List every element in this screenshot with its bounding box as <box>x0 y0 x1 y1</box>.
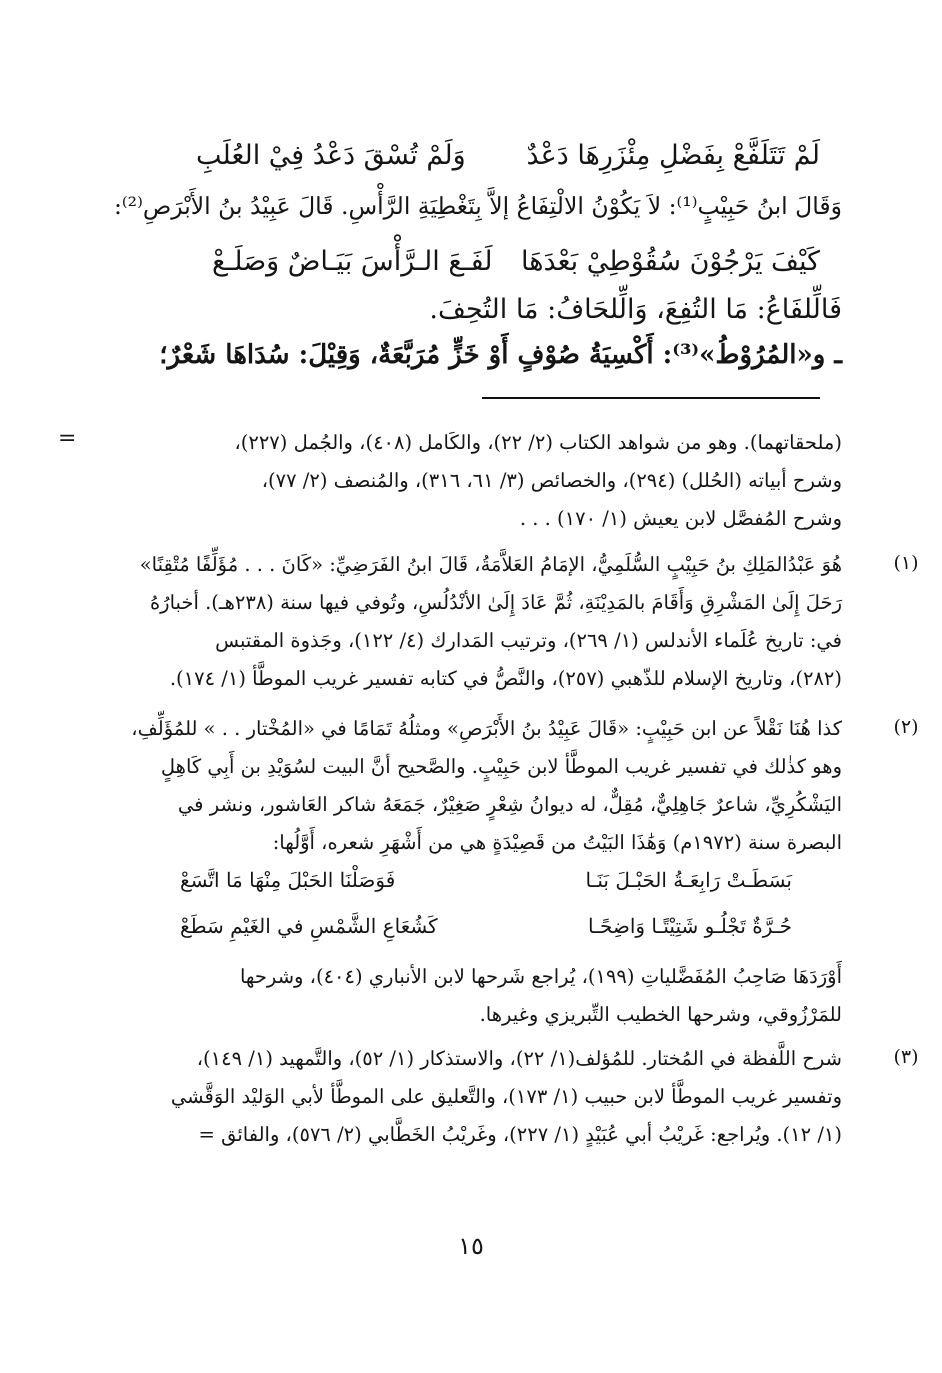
footnote-3 <box>108 1040 842 1154</box>
footnote-2 <box>108 710 842 862</box>
footnote-2-verse-a <box>180 868 792 892</box>
main-line-3: ـ و«المُرُوْطُ»⁽³⁾: أَكْسِيَةُ صُوْفٍ أَوْ خَزٍّ مُرَبَّعَةٌ، وَقِيْلَ: سُدَاهَا شَعْرٌ؛ <box>159 340 842 370</box>
continuation-mark: = <box>58 426 77 451</box>
verse-1-hemistich-b: وَلَمْ تُسْقَ دَعْدُ فِيْ العُلَبِ <box>196 140 466 171</box>
verse-hemistich: حُـرَّةٌ تَجْلُـو شَتِيْتًـا وَاضِحًـا <box>588 914 792 938</box>
footnote-line: وهو كذٰلك في تفسير غريب الموطَّأ لابن حَبِيْبٍ. والصَّحيح أنَّ البيت لسُوَيْدِ بن أَبِي كَاهِلٍ <box>160 755 842 778</box>
footnote-line: وشرح أبياته (الحُلل) (٢٩٤)، والخصائص (٣/ ٦١، ٣١٦)، والمُنصف (٢/ ٧٧)، <box>261 469 842 492</box>
footnote-2-number: (٢) <box>893 716 919 738</box>
verse-hemistich: فَوَصَلْنَا الحَبْلَ مِنْهَا مَا اتَّسَعْ <box>180 868 396 892</box>
footnote-line: (١/ ١٢). ويُراجع: غَريْبُ أبي عُبَيْدٍ (١/ ٢٢٧)، وغَريْبُ الخَطَّابي (٢/ ٥٧٦)، والفائق = <box>198 1123 842 1146</box>
footnote-3-number: (٣) <box>893 1046 919 1068</box>
main-line-2: فَالِّلفَاعُ: مَا التُفِعَ، وَالِّلحَافُ: مَا التُحِفَ. <box>429 294 842 325</box>
footnote-line: اليَشْكُرِيِّ، شاعرٌ جَاهِلِيٌّ، مُقِلٌّ، له ديوانُ شِعْرٍ صَغِيْرٌ، جَمَعَهُ شاكر العَاشور، ونشر في <box>177 793 842 816</box>
footnote-line: كذا هُنَا نَقْلاً عن ابن حَبِيْبٍ: «قَالَ عَبِيْدُ بنُ الأَبْرَصِ» ومثلُهُ تَمَامًا في «المُخْتار . . » للمُؤَلِّفِ، <box>131 717 842 740</box>
footnote-separator <box>482 397 820 399</box>
verse-2 <box>212 246 820 277</box>
footnote-line: في: تاريخ عُلَماء الأندلس (١/ ٢٦٩)، وترتيب المَدارك (٤/ ١٢٢)، وجَذوة المقتبس <box>215 629 842 652</box>
verse-hemistich: بَسَطَـتْ رَابِعَـةُ الحَبْـلَ بَنَـا <box>585 868 792 892</box>
footnote-line: وشرح المُفصَّل لابن يعيش (١/ ١٧٠) . . . <box>519 507 842 530</box>
footnote-2-after <box>108 958 842 1034</box>
footnote-line: شرح اللَّفظة في المُختار. للمُؤلف(١/ ٢٢)، والاستذكار (١/ ٥٢)، والتَّمهيد (١/ ١٤٩)، <box>196 1047 842 1070</box>
footnote-continuation <box>108 424 842 538</box>
footnote-line: هُوَ عَبْدُالمَلِكِ بنُ حَبِيْبٍ السُّلَمِيُّ، الإمَامُ العَلاَّمَةُ، قَالَ ابنُ الفَرَضِيِّ: «كَانَ . . . مُؤَلِّفًا مُتْقِنًا» <box>139 553 842 576</box>
footnote-line: (ملحقاتهما). وهو من شواهد الكتاب (٢/ ٢٢)، والكَامل (٤٠٨)، والجُمل (٢٢٧)، <box>234 431 842 454</box>
verse-1-hemistich-a: لَمْ تَتَلَفَّعْ بِفَضْلِ مِئْزَرِهَا دَعْدٌ <box>526 140 820 171</box>
verse-2-hemistich-a: كَيْفَ يَرْجُوْنَ سُقُوْطِيْ بَعْدَهَا <box>521 246 820 277</box>
footnote-line: رَحَلَ إِلَىٰ المَشْرِقِ وَأَقَامَ بالمَدِيْنَةِ، ثُمَّ عَادَ إِلَىٰ الأنْدُلُسِ، وتُوفي فيها سنة (٢٣٨هـ). أخبارُهُ <box>149 591 842 614</box>
verse-hemistich: كَشُعَاعِ الشَّمْسِ في الغَيْمِ سَطَعْ <box>180 914 438 938</box>
footnote-line: للمَرْزُوقي، وشرحها الخطيب التِّبريزي وغيرها. <box>479 1003 842 1026</box>
footnote-2-verse-b <box>180 914 792 938</box>
footnote-line: (٢٨٢)، وتاريخ الإسلام للذّهبي (٢٥٧)، والنَّصُّ في كتابه تفسير غريب الموطَّأ (١/ ١٧٤). <box>169 667 842 690</box>
main-line-1: وَقَالَ ابنُ حَبِيْبٍ⁽¹⁾: لاَ يَكُوْنُ الالْتِفَاعُ إلاَّ بِتَغْطِيَةِ الرَّأْسِ. قَالَ عَبِيْدُ بنُ الأَبْرَصِ⁽²⁾: <box>113 192 842 220</box>
verse-2-hemistich-b: لَفَـعَ الـرَّأْسَ بَيَـاضٌ وَصَلَـعْ <box>212 246 493 277</box>
footnote-line: وتفسير غريب الموطَّأ لابن حبيب (١/ ١٧٣)، والتَّعليق على الموطَّأ لأبي الوَليْد الوَقَّشي <box>170 1085 842 1108</box>
footnote-1-number: (١) <box>893 552 919 574</box>
footnote-1 <box>108 546 842 698</box>
footnote-line: البصرة سنة (١٩٧٢م) وَهَٰذَا البَيْتُ من قَصِيْدَةٍ هي من أَشْهَرِ شعره، أَوَّلُها: <box>272 831 842 854</box>
footnote-line: أَوْرَدَهَا صَاحِبُ المُفَضَّلياتِ (١٩٩)، يُراجع شَرحها لابن الأنباري (٤٠٤)، وشرحها <box>239 965 842 988</box>
page-number: ١٥ <box>458 1232 484 1260</box>
verse-1 <box>196 140 820 171</box>
